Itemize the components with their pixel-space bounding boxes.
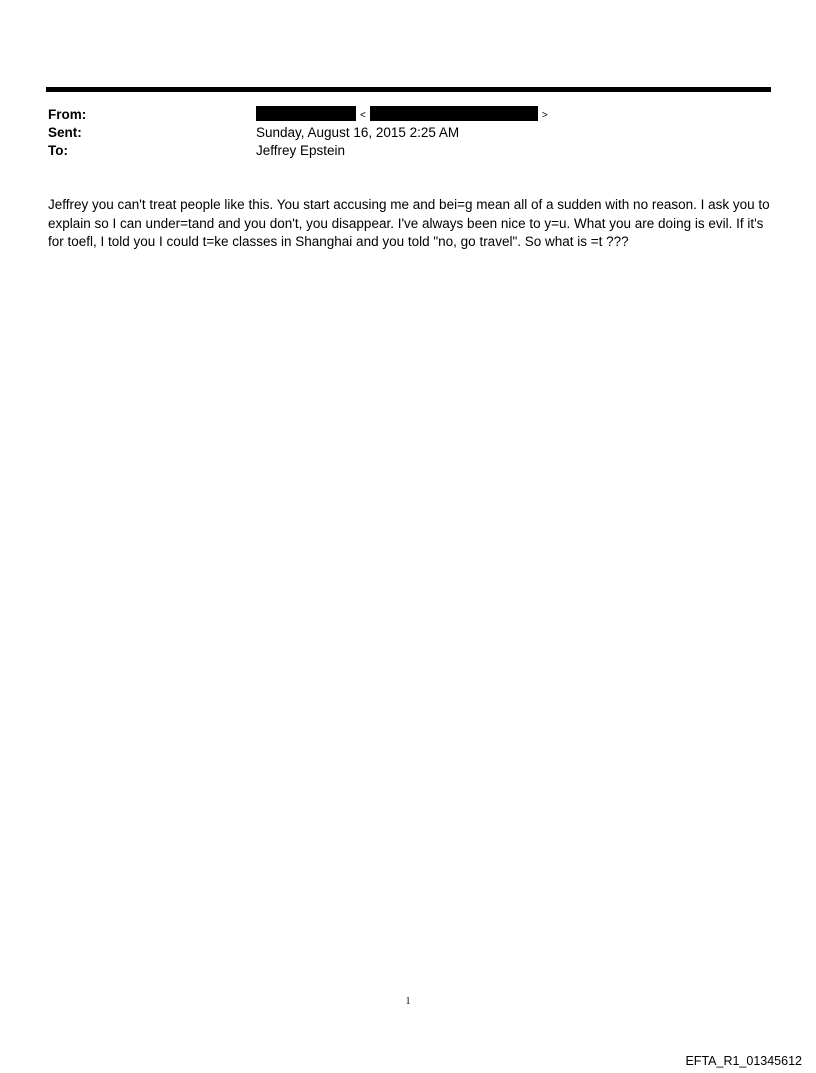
from-row: [48, 106, 768, 124]
from-open-bracket: <: [360, 110, 366, 121]
header-divider: [46, 87, 771, 92]
to-label: To:: [48, 143, 68, 158]
email-body: Jeffrey you can't treat people like this. You start accusing me and bei=g mean all of a sudden with no reason. I ask you to explain so I can under=tand and you don't, you disappear. I've always been nice to y=u. What you are doing is evil. If it's for toefl, I told you I could t=ke classes in Shanghai and you told "no, go travel". So what is =t ???: [48, 197, 770, 249]
email-header: [48, 106, 768, 160]
sent-label: Sent:: [48, 125, 82, 140]
from-value: [256, 106, 552, 125]
sent-value: Sunday, August 16, 2015 2:25 AM: [256, 125, 460, 140]
to-value: Jeffrey Epstein: [256, 143, 346, 158]
to-row: [48, 142, 768, 160]
from-label: From:: [48, 107, 87, 122]
from-close-bracket: >: [541, 110, 548, 121]
page-number: 1: [405, 996, 411, 1007]
redacted-sender-name: [256, 106, 356, 121]
bates-number: EFTA_R1_01345612: [685, 1054, 802, 1068]
redacted-sender-email: [370, 106, 538, 121]
sent-row: [48, 124, 768, 142]
